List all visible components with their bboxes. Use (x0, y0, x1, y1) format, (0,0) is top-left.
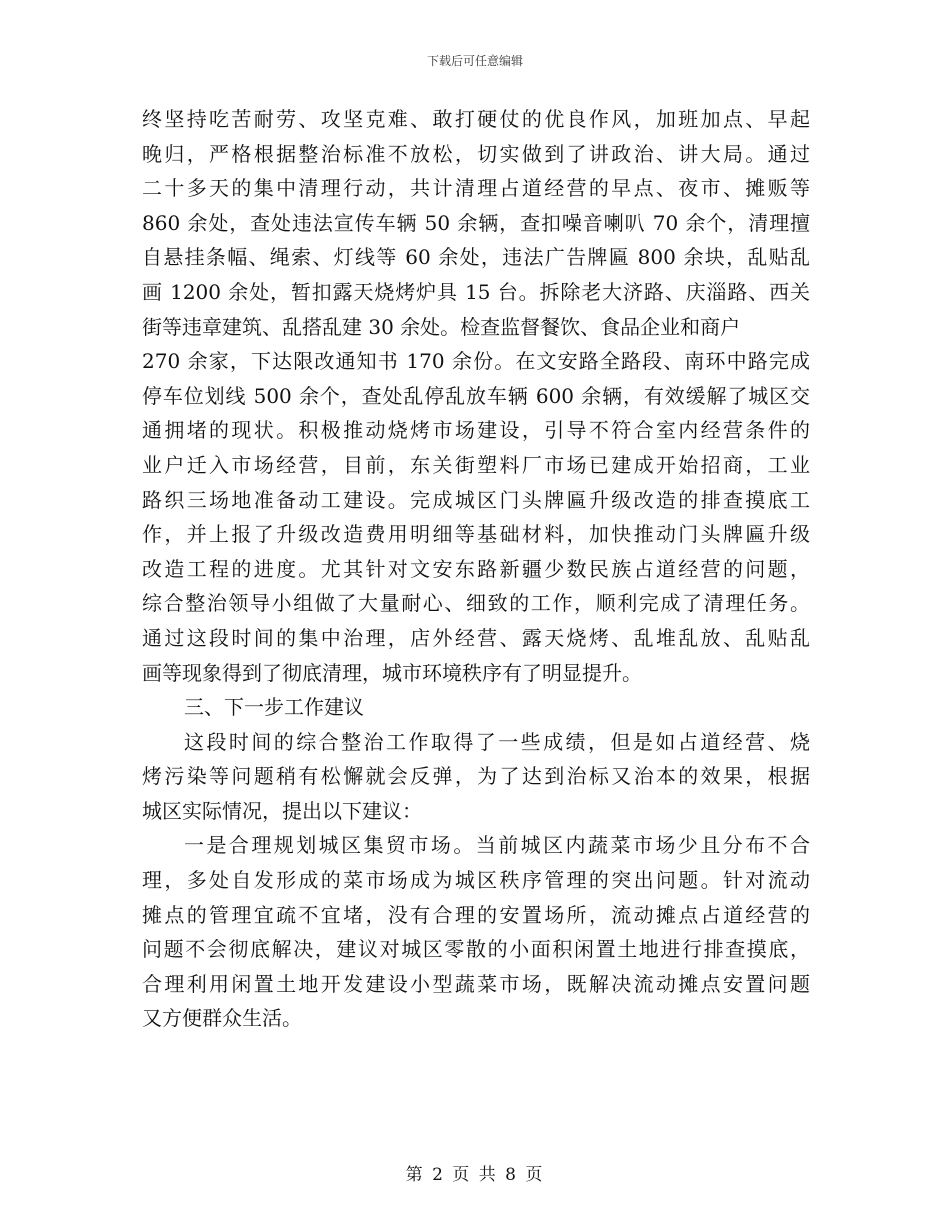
text-line: 停车位划线 500 余个，查处乱停乱放车辆 600 余辆，有效缓解了城区交 (142, 383, 810, 408)
text-line: 合理利用闲置土地开发建设小型蔬菜市场，既解决流动摊点安置问题 (142, 971, 810, 996)
text-line: 三、下一步工作建议 (184, 695, 364, 720)
header-note: 下载后可任意编辑 (426, 54, 523, 68)
text-line: 业户迁入市场经营，目前，东关街塑料厂市场已建成开始招商，工业 (142, 452, 810, 477)
text-line: 问题不会彻底解决，建议对城区零散的小面积闲置土地进行排查摸底， (142, 937, 810, 962)
text-line: 二十多天的集中清理行动，共计清理占道经营的早点、夜市、摊贩等 (142, 176, 810, 201)
text-line: 一是合理规划城区集贸市场。当前城区内蔬菜市场少且分布不合 (184, 833, 810, 858)
text-line: 改造工程的进度。尤其针对文安东路新疆少数民族占道经营的问题， (142, 556, 810, 581)
text-line: 摊点的管理宜疏不宜堵，没有合理的安置场所，流动摊点占道经营的 (142, 902, 810, 927)
text-line: 通过这段时间的集中治理，店外经营、露天烧烤、乱堆乱放、乱贴乱 (142, 625, 810, 650)
text-line: 这段时间的综合整治工作取得了一些成绩，但是如占道经营、烧 (184, 729, 810, 754)
text-line: 画 1200 余处，暂扣露天烧烤炉具 15 台。拆除老大济路、庆淄路、西关 (142, 279, 810, 304)
text-line: 通拥堵的现状。积极推动烧烤市场建设，引导不符合室内经营条件的 (142, 418, 810, 443)
text-line: 画等现象得到了彻底清理，城市环境秩序有了明显提升。 (142, 660, 642, 685)
text-line: 综合整治领导小组做了大量耐心、细致的工作，顺利完成了清理任务。 (142, 591, 810, 616)
text-line: 理，多处自发形成的菜市场成为城区秩序管理的突出问题。针对流动 (142, 868, 810, 893)
text-line: 终坚持吃苦耐劳、攻坚克难、敢打硬仗的优良作风，加班加点、早起 (142, 107, 810, 131)
text-line: 烤污染等问题稍有松懈就会反弹，为了达到治标又治本的效果，根据 (142, 764, 810, 789)
text-line: 860 余处，查处违法宣传车辆 50 余辆，查扣噪音喇叭 70 余个，清理擅 (142, 210, 810, 235)
text-line: 自悬挂条幅、绳索、灯线等 60 余处，违法广告牌匾 800 余块，乱贴乱 (142, 245, 810, 270)
text-line: 晚归，严格根据整治标准不放松，切实做到了讲政治、讲大局。通过 (142, 141, 810, 166)
text-line: 路织三场地准备动工建设。完成城区门头牌匾升级改造的排查摸底工 (142, 487, 810, 512)
page-number: 第 2 页 共 8 页 (405, 1165, 545, 1185)
text-line: 270 余家，下达限改通知书 170 余份。在文安路全路段、南环中路完成 (142, 349, 810, 374)
text-line: 城区实际情况，提出以下建议： (142, 798, 422, 823)
body-text (142, 102, 810, 1036)
text-line: 街等违章建筑、乱搭乱建 30 余处。检查监督餐饮、食品企业和商户 (142, 314, 741, 339)
text-line: 作，并上报了升级改造费用明细等基础材料，加快推动门头牌匾升级 (142, 522, 810, 547)
text-line: 又方便群众生活。 (142, 1006, 302, 1031)
